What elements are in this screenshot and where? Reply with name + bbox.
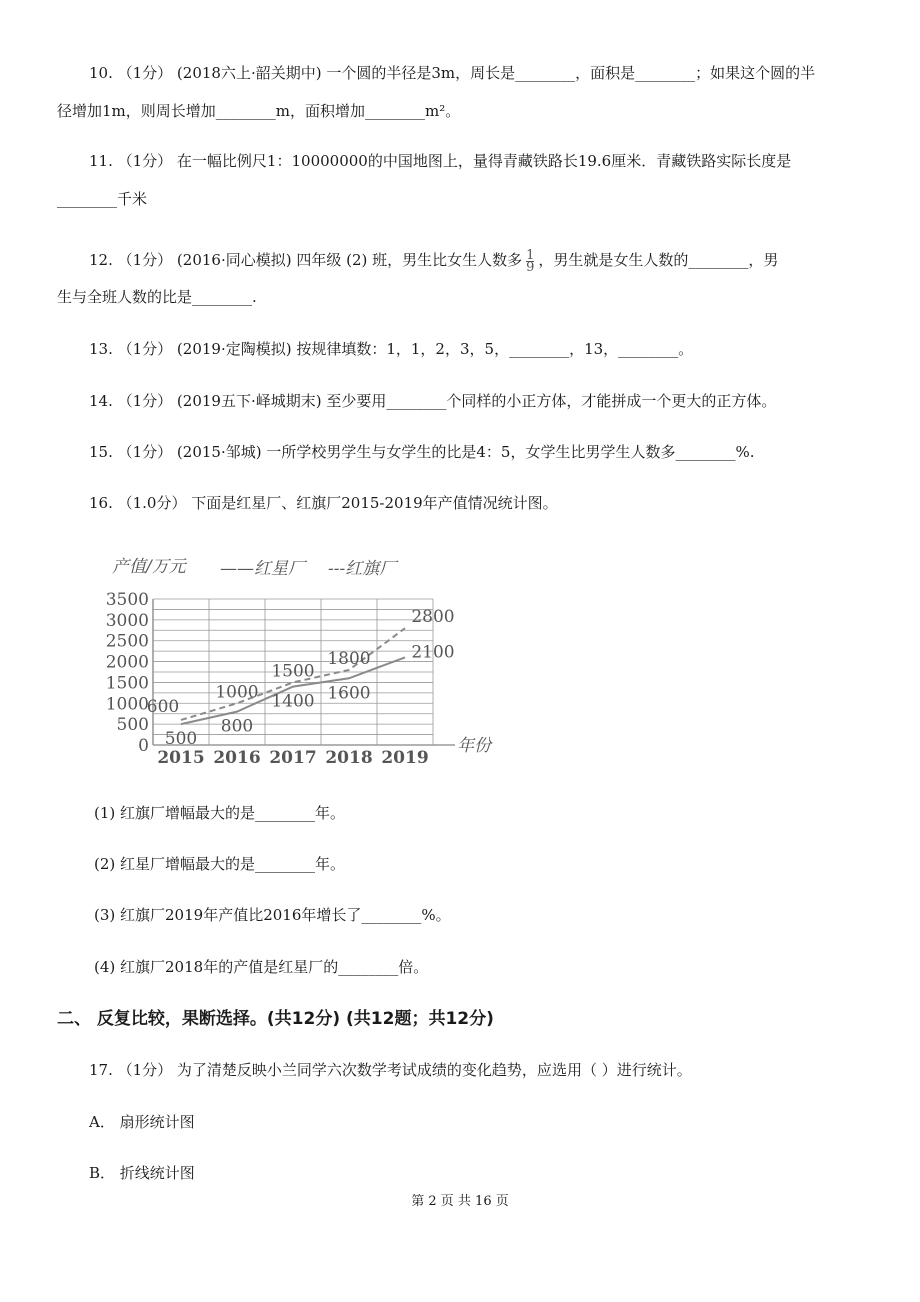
- y-tick-label: 3500: [105, 590, 149, 610]
- q17-option-b: B． 折线统计图: [89, 1164, 195, 1182]
- legend-series-2: ---红旗厂: [328, 559, 397, 579]
- q15: 15. （1分） (2015·邹城) 一所学校男学生与女学生的比是4：5，女学生比男学生人数多________%.: [89, 443, 755, 461]
- q16: 16. （1.0分） 下面是红星厂、红旗厂2015-2019年产值情况统计图。: [89, 494, 558, 512]
- y-tick-label: 1000: [105, 694, 149, 715]
- data-label: 1800: [327, 648, 371, 669]
- data-label: 2800: [411, 607, 455, 628]
- section-2-heading: 二、 反复比较，果断选择。(共12分) (共12题；共12分): [57, 1009, 494, 1029]
- q16-sub-3: (3) 红旗厂2019年产值比2016年增长了________%。: [94, 906, 451, 924]
- x-tick-label: 2016: [213, 748, 261, 768]
- q17: 17. （1分） 为了清楚反映小兰同学六次数学考试成绩的变化趋势，应选用（ ）进行统计。: [89, 1061, 692, 1079]
- x-axis-title: 年份: [457, 736, 491, 756]
- q12-line2: 生与全班人数的比是________.: [57, 288, 257, 306]
- q16-sub-4: (4) 红旗厂2018年的产值是红星厂的________倍。: [94, 958, 429, 976]
- x-tick-label: 2018: [325, 748, 373, 768]
- q12-text-a: 12. （1分） (2016·同心模拟) 四年级 (2) 班，男生比女生人数多: [89, 251, 523, 269]
- fraction-denominator: 9: [526, 259, 535, 275]
- q14: 14. （1分） (2019五下·峄城期末) 至少要用________个同样的小正方体，才能拼成一个更大的正方体。: [89, 392, 777, 410]
- y-tick-label: 2000: [105, 652, 149, 673]
- legend-series-1: ——红星厂: [220, 559, 305, 579]
- q13: 13. （1分） (2019·定陶模拟) 按规律填数：1，1，2，3，5，________，13，________。: [89, 340, 694, 358]
- q10-line2: 径增加1m，则周长增加________m，面积增加________m²。: [57, 102, 461, 120]
- data-label: 1400: [271, 691, 315, 712]
- data-label: 1600: [327, 683, 371, 704]
- page-footer: 第 2 页 共 16 页: [411, 1194, 509, 1209]
- data-label: 1500: [271, 661, 315, 682]
- fraction-one-ninth: [526, 247, 535, 275]
- y-tick-label: 2500: [105, 631, 149, 652]
- q16-sub-1: (1) 红旗厂增幅最大的是________年。: [94, 804, 346, 822]
- x-tick-label: 2019: [381, 748, 429, 768]
- data-label: 500: [164, 729, 198, 750]
- y-axis-title: 产值/万元: [112, 557, 186, 577]
- y-tick-label: 0: [138, 736, 149, 756]
- q16-sub-2: (2) 红星厂增幅最大的是________年。: [94, 855, 346, 873]
- data-label: 1000: [215, 682, 259, 703]
- fraction-numerator: 1: [526, 247, 535, 263]
- line-chart: [100, 548, 500, 770]
- y-tick-label: 500: [116, 715, 149, 736]
- x-tick-label: 2017: [269, 748, 317, 768]
- q12-text-b: ，男生就是女生人数的________，男: [538, 251, 779, 269]
- q11-line2: ________千米: [57, 190, 148, 208]
- x-tick-label: 2015: [157, 748, 205, 768]
- q12-line1: [89, 249, 778, 273]
- data-label: 2100: [411, 642, 455, 663]
- q17-option-a: A． 扇形统计图: [89, 1113, 195, 1131]
- q11-line1: 11. （1分） 在一幅比例尺1：10000000的中国地图上，量得青藏铁路长19.6厘米．青藏铁路实际长度是: [89, 152, 792, 170]
- data-label: 800: [220, 716, 254, 737]
- y-tick-label: 1500: [105, 673, 149, 694]
- data-label: 600: [146, 696, 180, 717]
- q10-line1: 10. （1分） (2018六上·韶关期中) 一个圆的半径是3m，周长是________，面积是________；如果这个圆的半: [89, 64, 816, 82]
- y-tick-label: 3000: [105, 610, 149, 631]
